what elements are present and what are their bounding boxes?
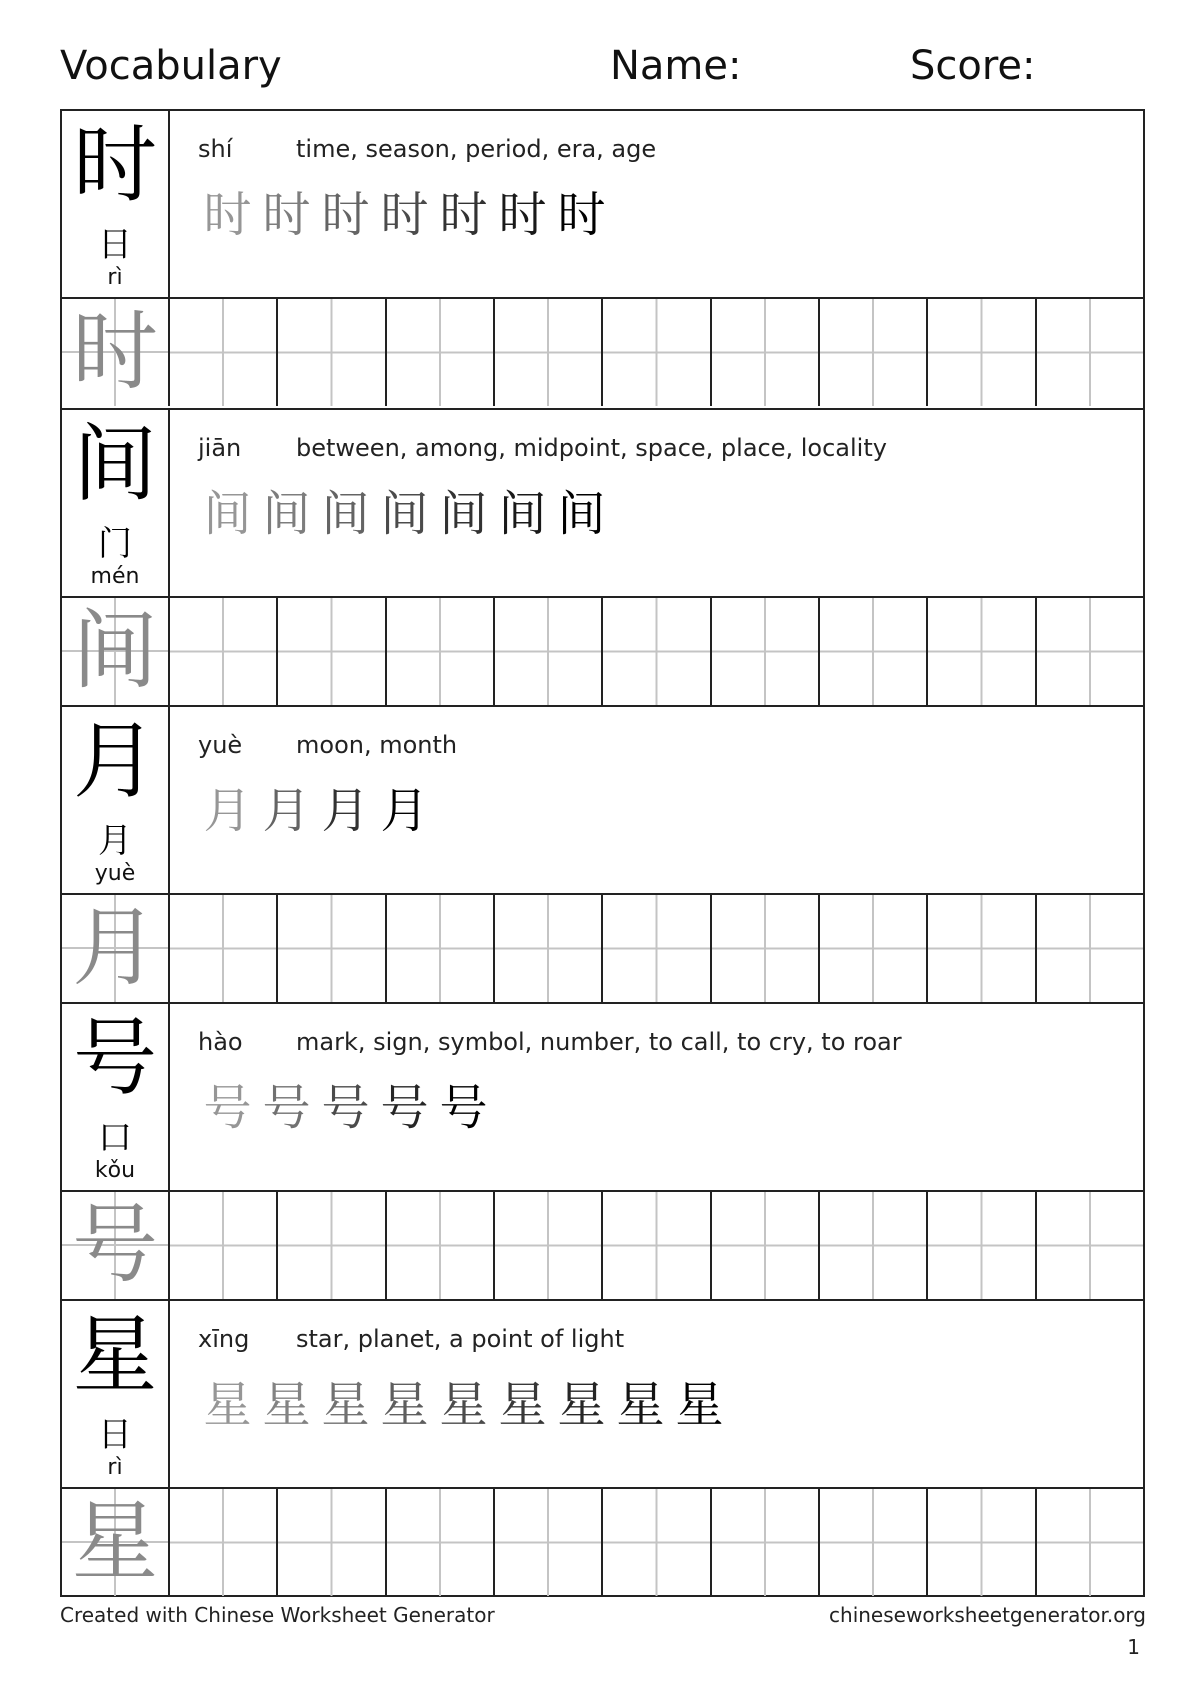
practice-cell[interactable] bbox=[603, 1192, 711, 1299]
character-pinyin: hào bbox=[198, 1028, 243, 1056]
radical-pinyin: rì bbox=[107, 265, 123, 290]
page-number: 1 bbox=[1127, 1635, 1140, 1659]
radical-character: 门 bbox=[98, 524, 132, 564]
stroke-step-character: 时 bbox=[557, 187, 606, 243]
vocab-entry bbox=[62, 705, 1143, 1002]
radical-character: 日 bbox=[98, 1415, 132, 1455]
entry-info-row bbox=[62, 111, 1143, 299]
stroke-step-character: 星 bbox=[498, 1377, 547, 1433]
worksheet-header bbox=[60, 36, 1145, 96]
practice-cell[interactable] bbox=[170, 598, 278, 705]
vocab-entry bbox=[62, 408, 1143, 705]
entry-info-row bbox=[62, 410, 1143, 598]
stroke-step-character: 星 bbox=[557, 1377, 606, 1433]
stroke-step-character: 间 bbox=[203, 486, 252, 542]
practice-cell[interactable] bbox=[712, 598, 820, 705]
practice-cells bbox=[170, 299, 1143, 406]
practice-grid-row bbox=[62, 299, 1143, 406]
stroke-step-character: 月 bbox=[321, 783, 370, 839]
main-character: 间 bbox=[72, 415, 157, 513]
practice-cell[interactable] bbox=[603, 299, 711, 406]
trace-cell bbox=[62, 1489, 170, 1596]
stroke-step-character: 月 bbox=[203, 783, 252, 839]
trace-cell bbox=[62, 1192, 170, 1299]
character-column bbox=[62, 111, 170, 297]
practice-cell[interactable] bbox=[1037, 299, 1143, 406]
stroke-step-character: 星 bbox=[439, 1377, 488, 1433]
stroke-step-character: 号 bbox=[439, 1080, 488, 1136]
practice-grid-row bbox=[62, 895, 1143, 1002]
practice-cell[interactable] bbox=[495, 299, 603, 406]
practice-cell[interactable] bbox=[603, 895, 711, 1002]
trace-character: 间 bbox=[72, 601, 158, 701]
practice-cell[interactable] bbox=[928, 1489, 1036, 1596]
practice-cell[interactable] bbox=[495, 1192, 603, 1299]
stroke-step-character: 间 bbox=[498, 486, 547, 542]
practice-cell[interactable] bbox=[712, 299, 820, 406]
stroke-order-sequence bbox=[198, 484, 611, 544]
stroke-step-character: 时 bbox=[262, 187, 311, 243]
stroke-order-sequence bbox=[198, 1078, 493, 1138]
stroke-step-character: 间 bbox=[262, 486, 311, 542]
stroke-step-character: 时 bbox=[439, 187, 488, 243]
main-character: 月 bbox=[72, 712, 157, 810]
trace-cell bbox=[62, 598, 170, 705]
stroke-step-character: 星 bbox=[203, 1377, 252, 1433]
footer-website-link[interactable]: chineseworksheetgenerator.org bbox=[829, 1603, 1146, 1627]
character-meaning: mark, sign, symbol, number, to call, to cry, to roar bbox=[296, 1028, 902, 1056]
radical-pinyin: rì bbox=[107, 1455, 123, 1480]
practice-cell[interactable] bbox=[170, 299, 278, 406]
practice-cell[interactable] bbox=[170, 1489, 278, 1596]
practice-cell[interactable] bbox=[928, 598, 1036, 705]
character-meaning: star, planet, a point of light bbox=[296, 1325, 625, 1353]
radical-character: 日 bbox=[98, 225, 132, 265]
stroke-step-character: 号 bbox=[203, 1080, 252, 1136]
practice-cell[interactable] bbox=[1037, 1489, 1143, 1596]
practice-cell[interactable] bbox=[387, 1489, 495, 1596]
practice-cell[interactable] bbox=[820, 299, 928, 406]
practice-cell[interactable] bbox=[278, 1192, 386, 1299]
practice-cell[interactable] bbox=[387, 299, 495, 406]
practice-cell[interactable] bbox=[712, 1192, 820, 1299]
character-pinyin: jiān bbox=[198, 434, 242, 462]
radical-pinyin: yuè bbox=[94, 861, 136, 886]
main-character: 号 bbox=[72, 1009, 157, 1107]
footer-credit: Created with Chinese Worksheet Generator bbox=[60, 1603, 495, 1627]
character-pinyin: yuè bbox=[198, 731, 243, 759]
practice-cells bbox=[170, 1192, 1143, 1299]
practice-cell[interactable] bbox=[603, 1489, 711, 1596]
trace-cell bbox=[62, 895, 170, 1002]
practice-cell[interactable] bbox=[1037, 895, 1143, 1002]
stroke-step-character: 星 bbox=[262, 1377, 311, 1433]
main-character: 星 bbox=[72, 1306, 157, 1404]
character-pinyin: xīng bbox=[198, 1325, 250, 1353]
stroke-step-character: 号 bbox=[262, 1080, 311, 1136]
practice-cells bbox=[170, 598, 1143, 705]
radical-character: 口 bbox=[98, 1118, 132, 1158]
practice-grid-row bbox=[62, 1192, 1143, 1299]
practice-cell[interactable] bbox=[170, 1192, 278, 1299]
vocabulary-sheet bbox=[60, 109, 1145, 1597]
stroke-step-character: 时 bbox=[321, 187, 370, 243]
trace-character: 星 bbox=[72, 1492, 158, 1592]
practice-grid-row bbox=[62, 1489, 1143, 1596]
practice-cell[interactable] bbox=[712, 895, 820, 1002]
character-pinyin: shí bbox=[198, 135, 233, 163]
practice-cells bbox=[170, 1489, 1143, 1596]
vocab-entry bbox=[62, 111, 1143, 408]
practice-cell[interactable] bbox=[820, 598, 928, 705]
practice-cell[interactable] bbox=[278, 598, 386, 705]
stroke-step-character: 时 bbox=[203, 187, 252, 243]
practice-cell[interactable] bbox=[278, 299, 386, 406]
stroke-step-character: 星 bbox=[675, 1377, 724, 1433]
stroke-step-character: 星 bbox=[321, 1377, 370, 1433]
practice-cell[interactable] bbox=[495, 598, 603, 705]
entry-info-row bbox=[62, 1301, 1143, 1489]
radical-pinyin: mén bbox=[90, 564, 140, 589]
stroke-step-character: 月 bbox=[262, 783, 311, 839]
practice-cell[interactable] bbox=[820, 1489, 928, 1596]
practice-grid-row bbox=[62, 598, 1143, 705]
practice-cell[interactable] bbox=[170, 895, 278, 1002]
stroke-step-character: 月 bbox=[380, 783, 429, 839]
worksheet-title: Vocabulary bbox=[60, 43, 282, 89]
entry-info-row bbox=[62, 1004, 1143, 1192]
practice-cell[interactable] bbox=[820, 895, 928, 1002]
stroke-step-character: 间 bbox=[321, 486, 370, 542]
vocab-entry bbox=[62, 1002, 1143, 1299]
stroke-step-character: 间 bbox=[557, 486, 606, 542]
practice-cell[interactable] bbox=[1037, 1192, 1143, 1299]
trace-cell bbox=[62, 299, 170, 406]
score-label: Score: bbox=[910, 43, 1036, 89]
practice-cells bbox=[170, 895, 1143, 1002]
practice-cell[interactable] bbox=[820, 1192, 928, 1299]
practice-cell[interactable] bbox=[1037, 598, 1143, 705]
character-column bbox=[62, 1004, 170, 1190]
practice-cell[interactable] bbox=[712, 1489, 820, 1596]
radical-pinyin: kǒu bbox=[94, 1158, 136, 1183]
trace-character: 时 bbox=[72, 302, 158, 402]
practice-cell[interactable] bbox=[495, 1489, 603, 1596]
trace-character: 月 bbox=[72, 898, 158, 998]
practice-cell[interactable] bbox=[495, 895, 603, 1002]
main-character: 时 bbox=[72, 116, 157, 214]
name-label: Name: bbox=[610, 43, 742, 89]
practice-cell[interactable] bbox=[928, 1192, 1036, 1299]
character-meaning: moon, month bbox=[296, 731, 458, 759]
character-column bbox=[62, 707, 170, 893]
practice-cell[interactable] bbox=[278, 895, 386, 1002]
stroke-step-character: 间 bbox=[380, 486, 429, 542]
character-meaning: between, among, midpoint, space, place, locality bbox=[296, 434, 887, 462]
stroke-step-character: 间 bbox=[439, 486, 488, 542]
stroke-step-character: 时 bbox=[498, 187, 547, 243]
radical-character: 月 bbox=[98, 821, 132, 861]
stroke-step-character: 星 bbox=[616, 1377, 665, 1433]
practice-cell[interactable] bbox=[387, 598, 495, 705]
entry-info-row bbox=[62, 707, 1143, 895]
practice-cell[interactable] bbox=[928, 299, 1036, 406]
trace-character: 号 bbox=[72, 1195, 158, 1295]
stroke-order-sequence bbox=[198, 781, 434, 841]
vocab-entry bbox=[62, 1299, 1143, 1596]
practice-cell[interactable] bbox=[387, 1192, 495, 1299]
stroke-order-sequence bbox=[198, 1375, 729, 1435]
practice-cell[interactable] bbox=[278, 1489, 386, 1596]
character-meaning: time, season, period, era, age bbox=[296, 135, 657, 163]
stroke-order-sequence bbox=[198, 185, 611, 245]
practice-cell[interactable] bbox=[928, 895, 1036, 1002]
character-column bbox=[62, 1301, 170, 1487]
practice-cell[interactable] bbox=[603, 598, 711, 705]
practice-cell[interactable] bbox=[387, 895, 495, 1002]
character-column bbox=[62, 410, 170, 596]
stroke-step-character: 号 bbox=[321, 1080, 370, 1136]
stroke-step-character: 号 bbox=[380, 1080, 429, 1136]
stroke-step-character: 星 bbox=[380, 1377, 429, 1433]
stroke-step-character: 时 bbox=[380, 187, 429, 243]
